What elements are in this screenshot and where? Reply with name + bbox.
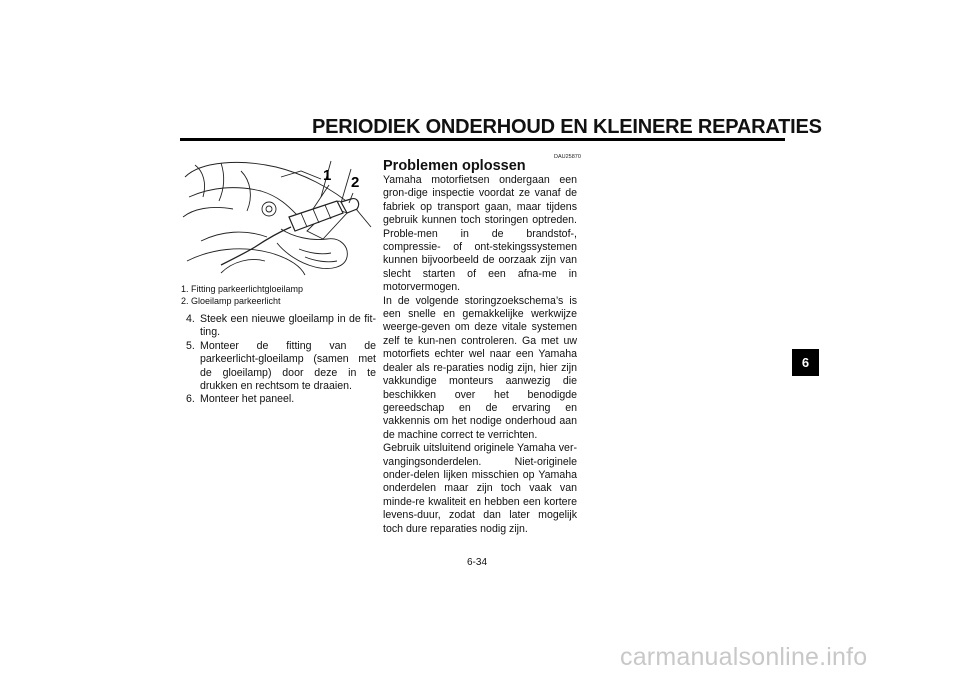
header-rule [180,138,785,141]
panel-edge [189,188,299,217]
body-paragraph: In de volgende storingzoekschema’s is een snelle en gemakkelijke werkwijze weerge-geven om deze vitale systemen zelf te kun-nen controleren. Ga met uw motorfiets echter wel naar een Yamaha dealer als re-paraties nodig zijn, hier zijn vakkundige monteurs aanwezig die beschikken over het benodigde gereedschap en de ervaring en vakkennis om het nodige onderhoud aan de machine correct te verrichten. [383,294,577,441]
step-text: Monteer de fitting van de parkeerlicht-gloeilamp (samen met de gloeilamp) door deze in te drukken en rechtsom te draaien. [200,339,376,393]
screw-boss [262,202,276,216]
chapter-tab: 6 [792,349,819,376]
step-text: Monteer het paneel. [200,393,295,406]
figure-caption [181,283,303,307]
step-item [186,313,376,340]
page-header-title: PERIODIEK ONDERHOUD EN KLEINERE REPARATIES [312,116,822,138]
step-item [186,393,376,406]
section-body [383,174,577,536]
callout-1: 1 [323,167,332,184]
step-number: 5. [186,339,195,352]
step-number: 6. [186,393,195,406]
section-doc-code: DAU25870 [554,154,581,160]
bulb-replacement-illustration [181,157,373,277]
step-number: 4. [186,313,195,325]
page-number: 6-34 [467,557,488,568]
watermark: carmanualsonline.info [620,643,868,671]
callout-2: 2 [351,174,360,191]
body-paragraph: Yamaha motorfietsen ondergaan een gron-dige inspectie voordat ze vanaf de fabriek op transport gaan, maar tijdens gebruik kunnen toch storingen optreden. Proble-men in de brandstof-, compressie- of ont-stekingssystemen kunnen bijvoorbeeld de oorzaak zijn van slecht starten of een afna-me in motorvermogen. [383,174,577,294]
step-item [186,340,376,394]
caption-item-2: 2. Gloeilamp parkeerlicht [181,296,281,306]
step-text: Steek een nieuwe gloeilamp in de fit-ting. [200,313,376,339]
caption-item-1: 1. Fitting parkeerlichtgloeilamp [181,284,304,294]
section-heading: Problemen oplossen [383,158,526,174]
procedure-steps [186,313,376,407]
hand [277,229,347,269]
body-paragraph: Gebruik uitsluitend originele Yamaha ver-vangingsonderdelen. Niet-originele onder-delen lijken misschien op Yamaha onderdelen maar zijn toch vaak van minde-re kwaliteit en hebben een kortere levens-duur, zodat dan later mogelijk toch dure reparaties nodig zijn. [383,442,577,535]
